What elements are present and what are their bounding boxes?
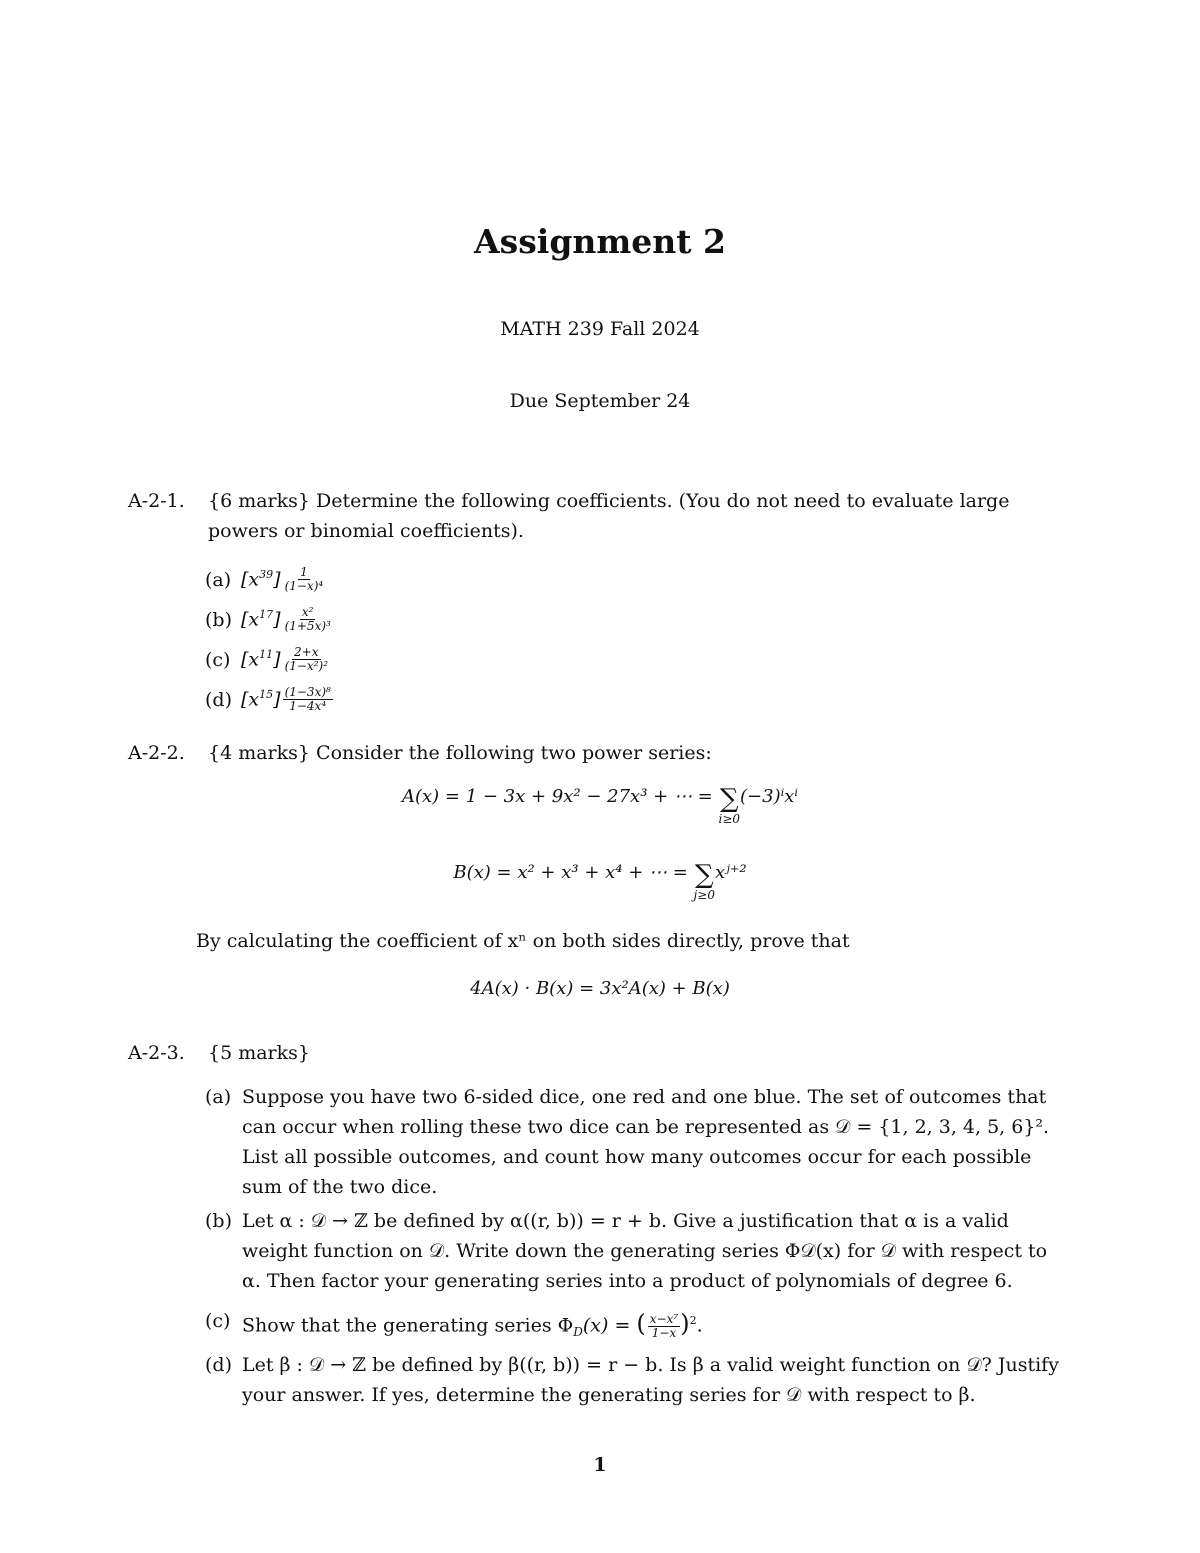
coefficient-bracket: $[x^{39}]$ [241,568,281,591]
page-number: 1 [593,1454,607,1476]
part-a [205,566,325,593]
part-d [205,1350,1065,1410]
fraction: $\frac{\text{x²}}{\text{(1+5x)³}}$ [284,605,331,633]
part-label: (b) [205,608,232,631]
coefficient-bracket: $[x^{11}]$ [241,648,281,671]
coefficient-bracket: $[x^{17}]$ [241,608,281,631]
equation-b: B(x) = x² + x³ + x⁴ + ⋯ = ∑ j≥0 xʲ⁺² [453,860,747,902]
document-title: Assignment 2 [474,222,726,261]
fraction: $\frac{\text{(1−3x)⁸}}{\text{1−4x⁴}}$ [284,685,331,713]
part-b [205,606,333,633]
part-text: Show that the generating series $\Phi_D(x)$ = ( $\frac{\text{x−x⁷}}{1-x}$ )$^2$. [242,1309,703,1340]
part-b [205,1206,1065,1296]
fraction: $\frac{1}{\text{(1−x)⁴}}$ [284,565,324,593]
problem-text: {4 marks} Consider the following two power series: [208,742,712,764]
part-a [205,1082,1065,1202]
problem-label: A-2-3. [128,1042,185,1064]
part-label: (a) [205,568,232,591]
course-name: MATH 239 Fall 2024 [500,318,700,340]
part-d [205,686,333,713]
fraction: $\frac{2+x}{\text{(1−x²)²}}$ [284,645,329,673]
part-label: (d) [205,1354,232,1376]
part-label: (d) [205,688,232,711]
part-label: (a) [205,1086,232,1108]
part-label: (b) [205,1210,232,1232]
part-text: Let β : 𝒟 → ℤ be defined by β((r, b)) = r − b. Is β a valid weight function on 𝒟? Justify your answer. If yes, determine the generating series for 𝒟 with respect to β. [242,1354,1059,1406]
problem-a-2-2 [128,738,1068,768]
problem-a-2-1 [128,486,1068,546]
part-label: (c) [205,1310,231,1332]
part-text: Let α : 𝒟 → ℤ be defined by α((r, b)) = r + b. Give a justification that α is a valid weight function on 𝒟. Write down the generating series Φ𝒟(x) for 𝒟 with respect to α. Then factor your generating series into a product of polynomials of degree 6. [242,1210,1048,1292]
part-label: (c) [205,648,231,671]
problem-label: A-2-2. [128,742,185,764]
identity-equation: 4A(x) · B(x) = 3x²A(x) + B(x) [470,978,730,999]
prove-instruction: By calculating the coefficient of xⁿ on both sides directly, prove that [196,930,850,952]
problem-text: {5 marks} [208,1042,310,1064]
problem-text: {6 marks} Determine the following coefficients. (You do not need to evaluate large powers or binomial coefficients). [208,490,1010,542]
part-text: Suppose you have two 6-sided dice, one red and one blue. The set of outcomes that can occur when rolling these two dice can be represented as 𝒟 = {1, 2, 3, 4, 5, 6}². List all possible outcomes, and count how many outcomes occur for each possible sum of the two dice. [242,1086,1050,1198]
due-date: Due September 24 [509,390,691,412]
fraction: $\frac{\text{x−x⁷}}{1-x}$ [649,1311,679,1340]
equation-a: A(x) = 1 − 3x + 9x² − 27x³ + ⋯ = ∑ i≥0 (−3)ⁱxⁱ [401,784,798,826]
problem-label: A-2-1. [128,490,185,512]
part-c [205,646,330,673]
part-c [205,1306,1065,1347]
coefficient-bracket: $[x^{15}]$ [241,688,281,711]
problem-a-2-3 [128,1038,1068,1068]
